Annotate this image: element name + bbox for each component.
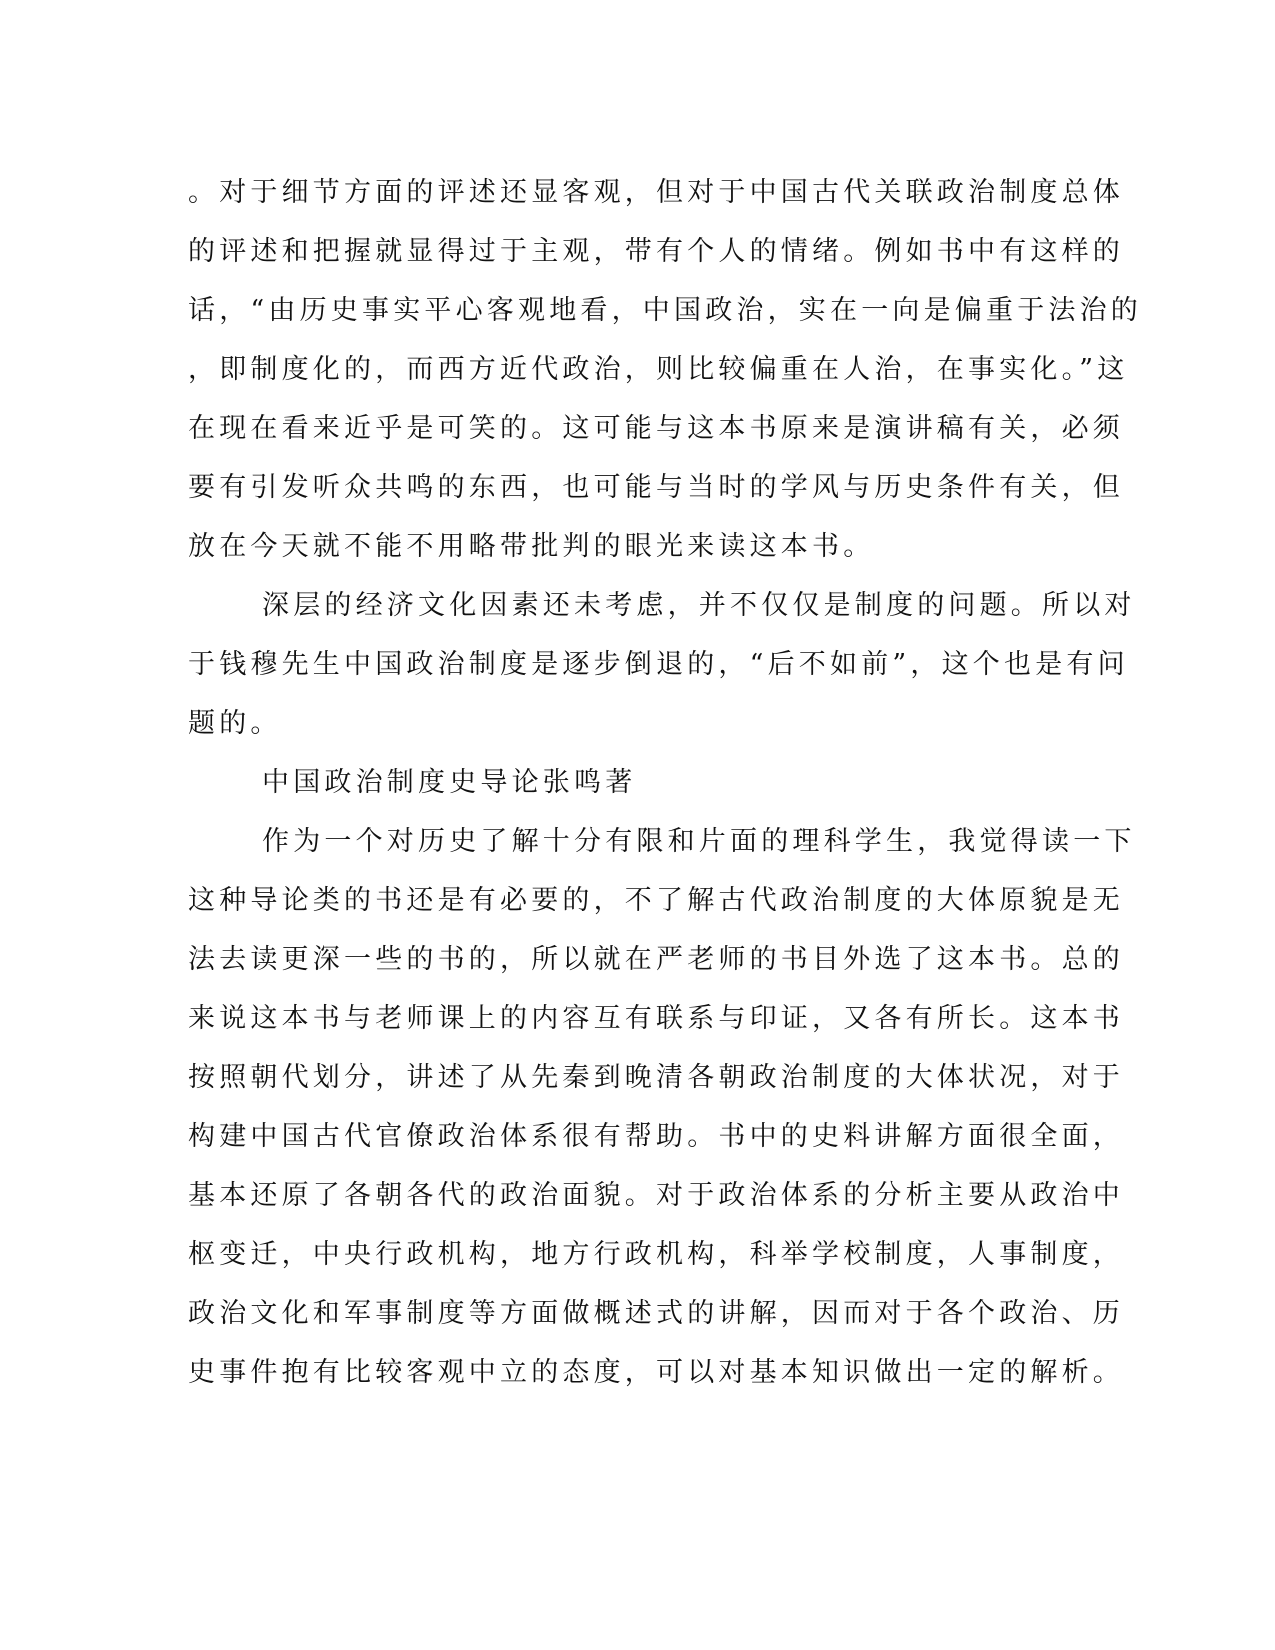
text-line: 这种导论类的书还是有必要的，不了解古代政治制度的大体原貌是无 (188, 885, 1124, 916)
text-line: 于钱穆先生中国政治制度是逐步倒退的，“后不如前”，这个也是有问 (188, 649, 1129, 680)
text-line: 枢变迁，中央行政机构，地方行政机构，科举学校制度，人事制度， (188, 1239, 1124, 1270)
text-line: 来说这本书与老师课上的内容互有联系与印证，又各有所长。这本书 (188, 1003, 1124, 1034)
text-line: 的评述和把握就显得过于主观，带有个人的情绪。例如书中有这样的 (188, 236, 1124, 267)
text-line: 要有引发听众共鸣的东西，也可能与当时的学风与历史条件有关，但 (188, 472, 1124, 503)
text-line: 构建中国古代官僚政治体系很有帮助。书中的史料讲解方面很全面， (188, 1121, 1124, 1152)
text-line: 政治文化和军事制度等方面做概述式的讲解，因而对于各个政治、历 (188, 1298, 1124, 1329)
section-heading: 中国政治制度史导论张鸣著 (262, 767, 637, 798)
paragraph-start-line: 作为一个对历史了解十分有限和片面的理科学生，我觉得读一下 (262, 826, 1136, 857)
text-line: ，即制度化的，而西方近代政治，则比较偏重在人治，在事实化。”这 (188, 354, 1129, 385)
text-line: 题的。 (188, 708, 282, 739)
paragraph-start-line: 深层的经济文化因素还未考虑，并不仅仅是制度的问题。所以对 (262, 590, 1136, 621)
text-line: 放在今天就不能不用略带批判的眼光来读这本书。 (188, 531, 875, 562)
text-line: 法去读更深一些的书的，所以就在严老师的书目外选了这本书。总的 (188, 944, 1124, 975)
text-line: 按照朝代划分，讲述了从先秦到晚清各朝政治制度的大体状况，对于 (188, 1062, 1124, 1093)
text-line: 史事件抱有比较客观中立的态度，可以对基本知识做出一定的解析。 (188, 1357, 1124, 1388)
body-text (188, 163, 1143, 1402)
text-line: 话，“由历史事实平心客观地看，中国政治，实在一向是偏重于法治的 (188, 295, 1143, 326)
text-line: 在现在看来近乎是可笑的。这可能与这本书原来是演讲稿有关，必须 (188, 413, 1124, 444)
text-line: 基本还原了各朝各代的政治面貌。对于政治体系的分析主要从政治中 (188, 1180, 1124, 1211)
text-line: 。对于细节方面的评述还显客观，但对于中国古代关联政治制度总体 (188, 177, 1124, 208)
